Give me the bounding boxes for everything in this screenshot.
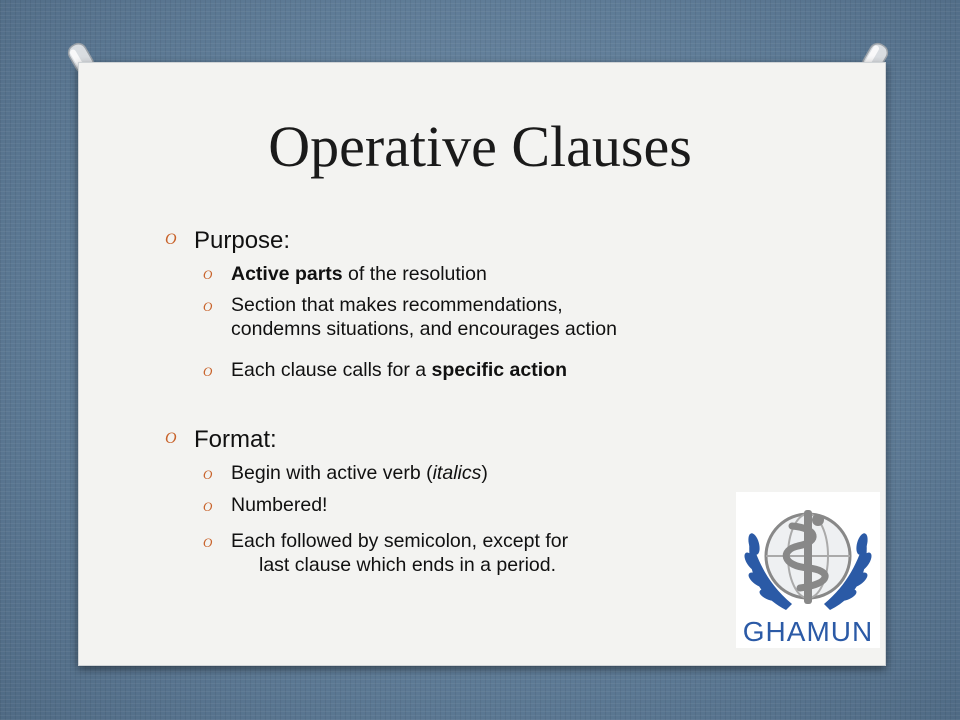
bullet-icon: O	[203, 499, 213, 514]
bullet-icon: O	[165, 430, 177, 447]
ghamun-logo	[736, 492, 880, 648]
item-text-line2: last clause which ends in a period.	[259, 554, 557, 577]
item-text: )	[481, 462, 488, 484]
bullet-icon: O	[203, 299, 213, 314]
item-text-line1: Section that makes recommendations,	[231, 294, 563, 316]
list-item	[231, 529, 568, 578]
list-item	[231, 358, 567, 382]
slide-title: Operative Clauses	[268, 114, 692, 179]
item-text-line2: condemns situations, and encourages action	[231, 318, 617, 341]
bullet-icon: O	[203, 535, 213, 550]
bold-text: specific action	[431, 359, 567, 381]
bullet-icon: O	[203, 364, 213, 379]
item-text: Begin with active verb (	[231, 462, 433, 484]
list-item	[231, 262, 487, 286]
bullet-icon: O	[203, 267, 213, 282]
list-item	[231, 461, 488, 485]
item-text: of the resolution	[342, 263, 487, 285]
bullet-icon: O	[165, 231, 177, 248]
list-item: Numbered!	[231, 494, 328, 516]
section-heading-purpose: Purpose:	[194, 227, 291, 254]
italic-text: italics	[432, 462, 482, 484]
bullet-icon: O	[203, 467, 213, 482]
list-item	[231, 293, 617, 342]
bold-text: Active parts	[231, 263, 343, 285]
section-heading-format: Format:	[194, 426, 277, 453]
logo-text: GHAMUN	[742, 616, 874, 647]
item-text-line1: Each followed by semicolon, except for	[231, 530, 569, 552]
item-text: Each clause calls for a	[231, 359, 432, 381]
